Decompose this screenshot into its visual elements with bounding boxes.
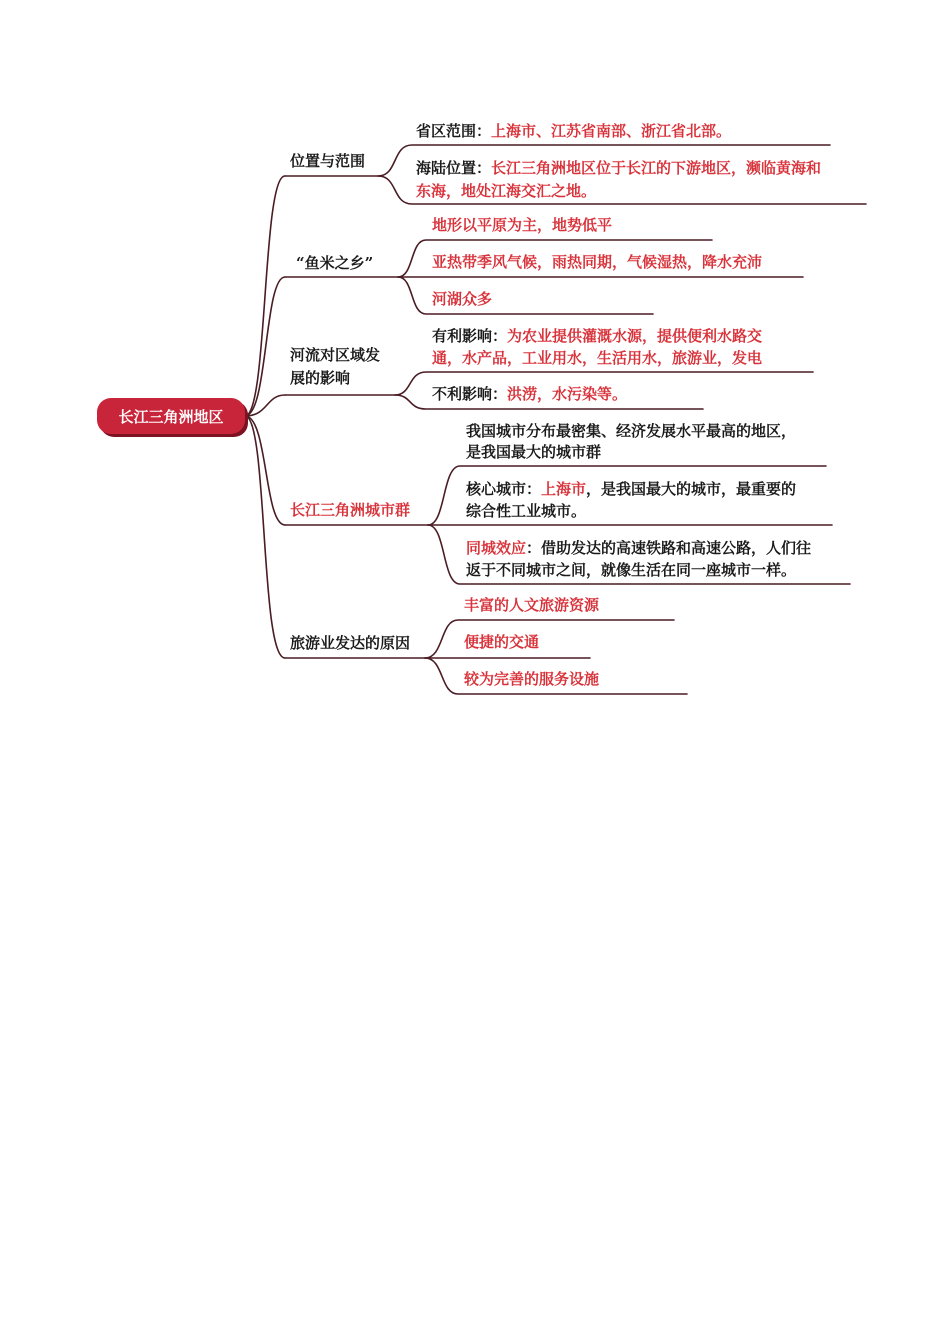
favorable-value-2: 通，水产品，工业用水，生活用水，旅游业，发电 [432, 349, 763, 367]
branch-cities-label: 长江三角洲城市群 [290, 501, 411, 519]
branch-river-label-1: 河流对区域发 [290, 346, 381, 364]
cities-desc-2: 是我国最大的城市群 [466, 443, 602, 461]
core-city: 上海市 [541, 480, 587, 498]
favorable-label: 有利影响： [432, 327, 508, 345]
cities-effect-line1 [466, 537, 811, 559]
province-value: 上海市、江苏省南部、浙江省北部。 [491, 122, 732, 140]
core-rest-1: ，是我国最大的城市，最重要的 [586, 480, 797, 498]
branch-location-label: 位置与范围 [290, 152, 366, 170]
fishrice-item-2: 亚热带季风气候，雨热同期，气候湿热，降水充沛 [432, 253, 763, 271]
sealand-value-1: 长江三角洲地区位于长江的下游地区，濒临黄海和 [491, 159, 822, 177]
river-unfavorable [432, 383, 627, 405]
branch-tourism-label: 旅游业发达的原因 [290, 634, 411, 652]
effect-rest-2: 返于不同城市之间，就像生活在同一座城市一样。 [466, 561, 797, 579]
tourism-item-2: 便捷的交通 [464, 633, 540, 651]
core-label: 核心城市： [466, 480, 542, 498]
unfavorable-label: 不利影响： [432, 385, 508, 403]
province-label: 省区范围： [416, 122, 492, 140]
tourism-item-3: 较为完善的服务设施 [464, 670, 600, 688]
river-favorable-line1 [432, 325, 762, 347]
favorable-value-1: 为农业提供灌溉水源，提供便利水路交 [507, 327, 763, 345]
core-rest-2: 综合性工业城市。 [466, 502, 587, 520]
branch-river-label-2: 展的影响 [290, 369, 351, 387]
cities-core-line1 [466, 478, 796, 500]
unfavorable-value: 洪涝，水污染等。 [507, 385, 628, 403]
fishrice-item-3: 河湖众多 [432, 290, 493, 308]
branch-fishrice-label: “鱼米之乡” [296, 254, 374, 272]
tourism-item-1: 丰富的人文旅游资源 [464, 596, 600, 614]
effect-label: 同城效应 [466, 539, 527, 557]
location-sealand-line1 [416, 157, 821, 179]
sealand-value-2: 东海，地处江海交汇之地。 [416, 182, 597, 200]
fishrice-item-1: 地形以平原为主，地势低平 [432, 216, 613, 234]
cities-desc-1: 我国城市分布最密集、经济发展水平最高的地区， [466, 422, 797, 440]
effect-rest-1: ：借助发达的高速铁路和高速公路，人们往 [526, 539, 812, 557]
root-title: 长江三角洲地区 [118, 407, 224, 426]
location-province [416, 120, 731, 142]
root-node [97, 398, 245, 434]
sealand-label: 海陆位置： [416, 159, 492, 177]
